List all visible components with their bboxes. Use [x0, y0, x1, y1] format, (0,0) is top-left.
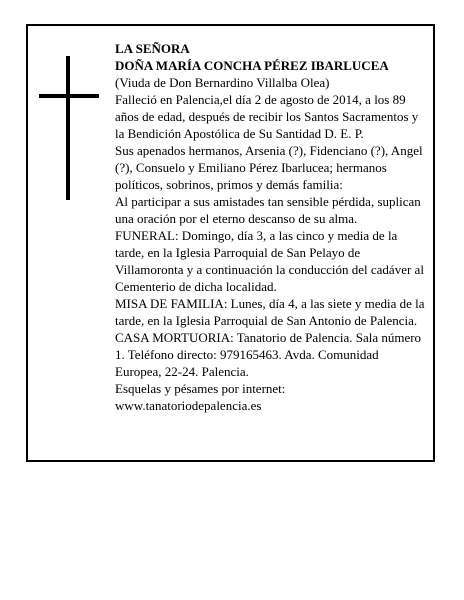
- funeral-paragraph: FUNERAL: Domingo, día 3, a las cinco y media de la tarde, en la Iglesia Parroquial de San Pelayo de Villamoronta y a continuación la conducción del cadáver al Cementerio de dicha localidad.: [115, 228, 424, 294]
- death-paragraph: Falleció en Palencia,el día 2 de agosto de 2014, a los 89 años de edad, después de recibir los Santos Sacramentos y la Bendición Apostólica de Su Santidad D. E. P.: [115, 92, 419, 141]
- widow-of-line: (Viuda de Don Bernardino Villalba Olea): [115, 75, 330, 90]
- notice-heading: LA SEÑORA: [115, 41, 190, 56]
- latin-cross-icon: [39, 56, 99, 200]
- obituary-notice: [26, 24, 435, 462]
- family-paragraph: Sus apenados hermanos, Arsenia (?), Fidenciano (?), Angel (?), Consuelo y Emiliano Pérez Ibarlucea; hermanos políticos, sobrinos, primos y demás familia:: [115, 143, 423, 192]
- internet-label: Esquelas y pésames por internet:: [115, 381, 286, 396]
- cross-horizontal-bar: [39, 94, 99, 98]
- obituary-text: [115, 40, 425, 414]
- cross-vertical-bar: [66, 56, 70, 200]
- mortuary-paragraph: CASA MORTUORIA: Tanatorio de Palencia. Sala número 1. Teléfono directo: 979165463. Avda. Comunidad Europea, 22-24. Palencia.: [115, 330, 422, 379]
- website-link[interactable]: www.tanatoriodepalencia.es: [115, 398, 262, 413]
- family-mass-paragraph: MISA DE FAMILIA: Lunes, día 4, a las siete y media de la tarde, en la Iglesia Parroquial de San Antonio de Palencia.: [115, 296, 425, 328]
- deceased-name: DOÑA MARÍA CONCHA PÉREZ IBARLUCEA: [115, 58, 389, 73]
- request-paragraph: Al participar a sus amistades tan sensible pérdida, suplican una oración por el eterno descanso de su alma.: [115, 194, 421, 226]
